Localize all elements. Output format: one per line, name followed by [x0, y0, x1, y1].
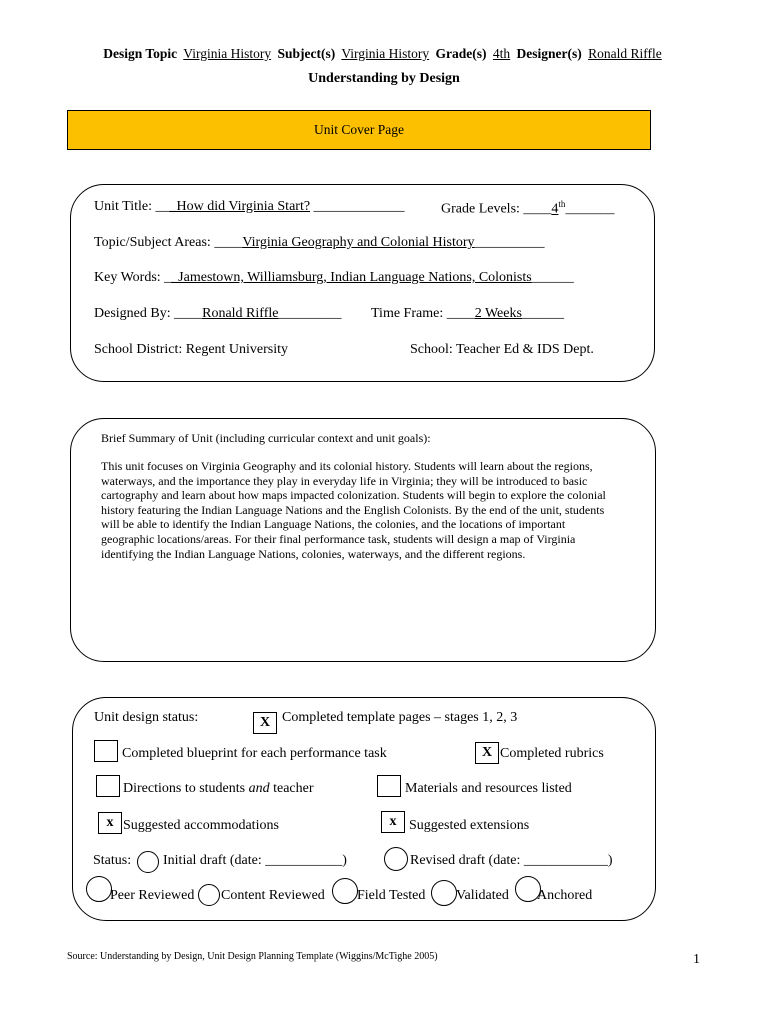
time-frame-row — [371, 306, 564, 322]
directions-label — [123, 781, 314, 797]
validated-radio[interactable] — [431, 880, 457, 906]
materials-checkbox[interactable] — [377, 775, 401, 797]
designer-value: Ronald Riffle — [588, 46, 662, 61]
designed-by-row — [94, 306, 341, 322]
footer-source: Source: Understanding by Design, Unit Design Planning Template (Wiggins/McTighe 2005) — [67, 951, 438, 962]
time-frame-label: Time Frame: ____ — [371, 306, 475, 321]
unit-title-tail: _____________ — [310, 199, 405, 214]
grade-levels-value: 4 — [551, 201, 559, 217]
status-label: Status: — [93, 853, 132, 868]
grade-levels-sup: th — [558, 199, 566, 209]
peer-reviewed-label: Peer Reviewed — [110, 888, 195, 903]
school: School: Teacher Ed & IDS Dept. — [410, 342, 594, 357]
directions-post: teacher — [269, 781, 314, 796]
summary-body: This unit focuses on Virginia Geography and its colonial history. Students will learn about the regions, waterways, and the importance they play in everyday life in Virginia; they will be introduced to basic cartography and learn about how maps impacted colonization. Students will begin to explore the colonial history featuring the Indian Language Nations and the English Colonists. By the end of the unit, students will be able to identify the Indian Language Nations, the colonies, and the locations of important geographic locations/areas. For their final performance task, students will design a map of Virginia identifying the Indian Language Nations, colonies, waterways, and the different regions. — [101, 459, 606, 561]
summary-heading: Brief Summary of Unit (including curricular context and unit goals): — [101, 431, 431, 445]
template-pages-label: Completed template pages – stages 1, 2, 3 — [282, 710, 518, 725]
designed-by-tail: _________ — [278, 306, 342, 321]
template-pages-checkbox[interactable]: X — [253, 712, 277, 734]
grade-levels-row — [441, 199, 614, 218]
unit-title-row — [94, 199, 405, 215]
designed-by-value: Ronald Riffle — [202, 306, 279, 321]
directions-pre: Directions to students — [123, 781, 249, 796]
anchored-label: Anchored — [537, 888, 593, 903]
directions-checkbox[interactable] — [96, 775, 120, 797]
design-topic-label: Design Topic — [103, 46, 178, 61]
rubrics-label: Completed rubrics — [500, 746, 604, 761]
keywords-value: _Jamestown, Williamsburg, Indian Language Nations, Colonists — [171, 270, 532, 285]
blueprint-checkbox[interactable] — [94, 740, 118, 762]
initial-draft-label: Initial draft (date: ___________) — [163, 853, 347, 868]
topic-row — [94, 235, 545, 251]
unit-title-value: _How did Virginia Start? — [169, 199, 311, 214]
directions-em: and — [248, 781, 270, 796]
page-number: 1 — [693, 952, 700, 967]
grade-value: 4th — [492, 46, 511, 61]
field-tested-label: Field Tested — [357, 888, 426, 903]
blueprint-label: Completed blueprint for each performance task — [122, 746, 387, 761]
designer-label: Designer(s) — [516, 46, 582, 61]
extensions-label: Suggested extensions — [409, 818, 530, 833]
designed-by-label: Designed By: ____ — [94, 306, 203, 321]
page-subtitle: Understanding by Design — [308, 71, 460, 86]
accommodations-label: Suggested accommodations — [123, 818, 279, 833]
school-district: School District: Regent University — [94, 342, 289, 357]
grade-label: Grade(s) — [435, 46, 487, 61]
materials-label: Materials and resources listed — [405, 781, 572, 796]
accommodations-checkbox[interactable]: x — [98, 812, 122, 834]
unit-design-status-label: Unit design status: — [94, 710, 199, 725]
grade-levels-label: Grade Levels: ____ — [441, 201, 552, 217]
topic-value: Virginia Geography and Colonial History — [242, 235, 475, 250]
peer-reviewed-radio[interactable] — [86, 876, 112, 902]
revised-draft-radio[interactable] — [384, 847, 408, 871]
topic-label: Topic/Subject Areas: ____ — [94, 235, 243, 250]
revised-draft-label: Revised draft (date: ____________) — [410, 853, 613, 868]
design-topic-value: Virginia History — [183, 46, 272, 61]
grade-levels-tail: _______ — [565, 201, 615, 217]
keywords-row — [94, 270, 574, 286]
rubrics-checkbox[interactable]: X — [475, 742, 499, 764]
content-reviewed-radio[interactable] — [198, 884, 220, 906]
extensions-checkbox[interactable]: x — [381, 811, 405, 833]
time-frame-value: 2 Weeks — [474, 306, 522, 321]
keywords-tail: ______ — [531, 270, 574, 285]
content-reviewed-label: Content Reviewed — [221, 888, 325, 903]
unit-cover-page-banner: Unit Cover Page — [67, 110, 651, 150]
validated-label: Validated — [456, 888, 509, 903]
topic-tail: __________ — [474, 235, 545, 250]
initial-draft-radio[interactable] — [137, 851, 159, 873]
header-line — [0, 46, 768, 62]
keywords-label: Key Words: _ — [94, 270, 172, 285]
time-frame-tail: ______ — [521, 306, 564, 321]
unit-title-label: Unit Title: __ — [94, 199, 170, 214]
subject-label: Subject(s) — [277, 46, 336, 61]
subject-value: Virginia History — [341, 46, 430, 61]
field-tested-radio[interactable] — [332, 878, 358, 904]
